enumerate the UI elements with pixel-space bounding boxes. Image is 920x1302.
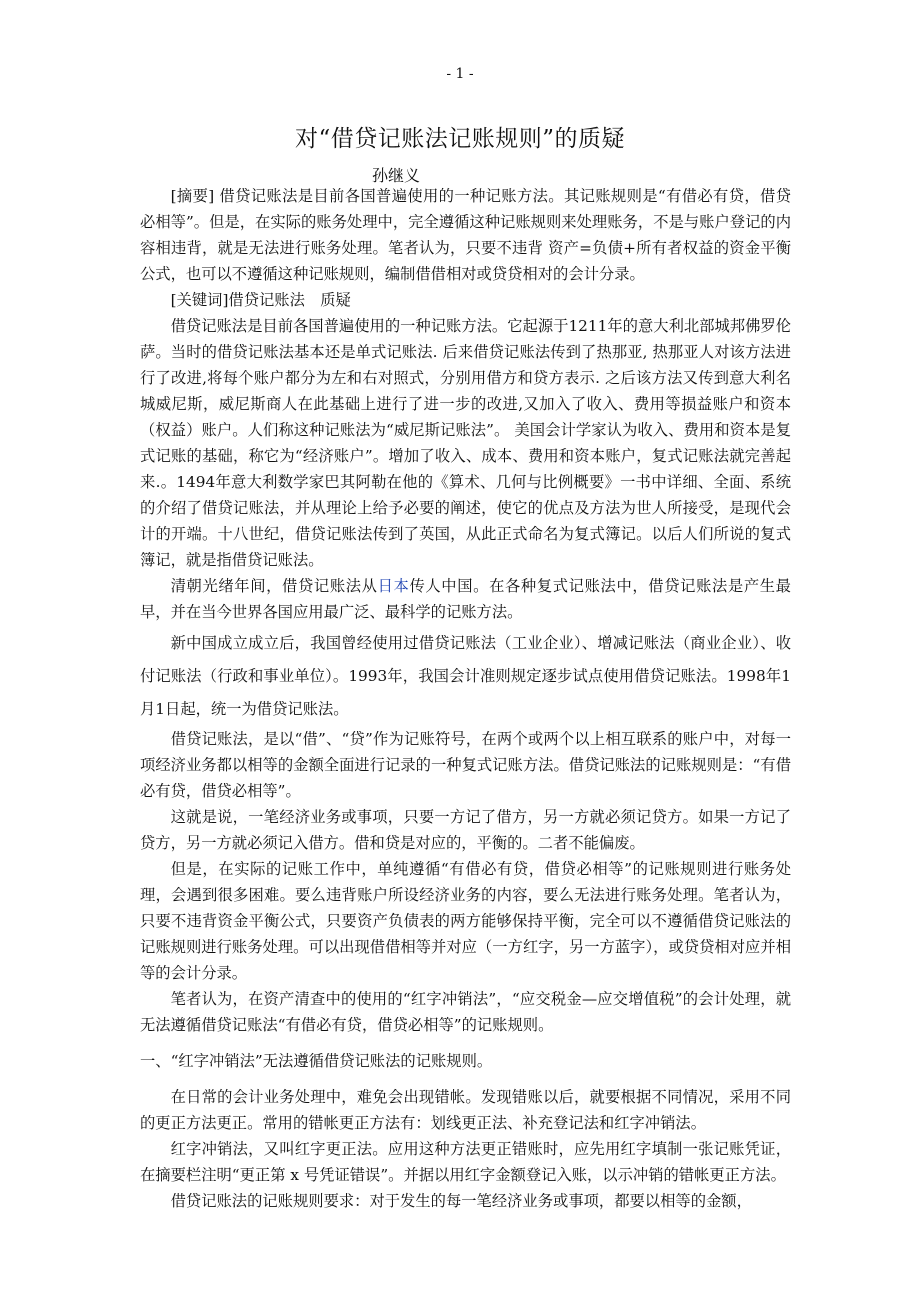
japan-link[interactable]: 日本 (377, 577, 410, 595)
paragraph-origin-history: 借贷记账法是目前各国普遍使用的一种记账方法。它起源于1211年的意大利北部城邦佛罗伦萨。当时的借贷记账法基本还是单式记账法. 后来借贷记账法传到了热那亚, 热那亚人对该方法进行了改进,将每个账户都分为左和右对照式，分别用借方和贷方表示. 之后该方法又传到意大利名城威尼斯，威尼斯商人在此基础上进行了进一步的改进,又加入了收入、费用等损益账户和资本（权益）账户。人们称这种记账法为“威尼斯记账法”。 美国会计学家认为收入、费用和资本是复式记账的基础，称它为“经济账户”。增加了收入、成本、费用和资本账户，复式记账法就完善起来.。1494年意大利数学家巴其阿勒在他的《算术、几何与比例概要》一书中详细、全面、系统的介绍了借贷记账法，并从理论上给予必要的阐述，使它的优点及方法为世人所接受，是现代会计的开端。十八世纪，借贷记账法传到了英国，从此正式命名为复式簿记。以后人们所说的复式簿记，就是指借贷记账法。 (140, 317, 791, 569)
paragraph-error-correction: 在日常的会计业务处理中，难免会出现错帐。发现错账以后，就要根据不同情况，采用不同的更正方法更正。常用的错帐更正方法有：划线更正法、补充登记法和红字冲销法。 (140, 1088, 791, 1132)
paragraph-rule-requirement: 借贷记账法的记账规则要求：对于发生的每一笔经济业务或事项，都要以相等的金额， (170, 1192, 752, 1210)
paragraph-red-reversal: 红字冲销法，又叫红字更正法。应用这种方法更正错账时，应先用红字填制一张记账凭证，在摘要栏注明“更正第 x 号凭证错误”。并据以用红字金额登记入账，以示冲销的错帐更正方法。 (140, 1140, 791, 1184)
paragraph-text: 清朝光绪年间，借贷记账法从 (170, 577, 378, 595)
paragraph-introduction-china (140, 573, 791, 625)
paragraph-definition: 借贷记账法，是以“借”、“贷”作为记账符号，在两个或两个以上相互联系的账户中，对每一项经济业务都以相等的金额全面进行记录的一种复式记账方法。借贷记账法的记账规则是：“有借必有贷，借贷必相等”。 (140, 730, 791, 800)
keywords-line: [关键词]借贷记账法 质疑 (170, 291, 351, 309)
paragraph-new-china: 新中国成立成立后，我国曾经使用过借贷记账法（工业企业）、增减记账法（商业企业）、收付记账法（行政和事业单位）。1993年，我国会计准则规定逐步试点使用借贷记账法。1998年1月1日起，统一为借贷记账法。 (140, 634, 791, 718)
document-title: 对“借贷记账法记账规则”的质疑 (294, 126, 626, 152)
section-heading-1: 一、“红字冲销法”无法遵循借贷记账法的记账规则。 (140, 1052, 493, 1070)
paragraph-examples: 笔者认为，在资产清查中的使用的“红字冲销法”，“应交税金—应交增值税”的会计处理，就无法遵循借贷记账法“有借必有贷，借贷必相等”的记账规则。 (140, 990, 791, 1034)
paragraph-text: 传人中国。在各种复式记账法中，借贷记账法是产生最早，并在当今世界各国应用最广泛、最科学的记账方法。 (140, 577, 791, 621)
author-name: 孙继义 (372, 166, 421, 185)
paragraph-author-view: 但是，在实际的记账工作中，单纯遵循“有借必有贷，借贷必相等”的记账规则进行账务处理，会遇到很多困难。要么违背账户所设经济业务的内容，要么无法进行账务处理。笔者认为，只要不违背资金平衡公式，只要资产负债表的两方能够保持平衡，完全可以不遵循借贷记账法的记账规则进行账务处理。可以出现借借相等并对应（一方红字，另一方蓝字），或贷贷相对应并相等的会计分录。 (140, 860, 791, 982)
paragraph-explanation: 这就是说，一笔经济业务或事项，只要一方记了借方，另一方就必须记贷方。如果一方记了贷方，另一方就必须记入借方。借和贷是对应的，平衡的。二者不能偏废。 (140, 808, 791, 852)
page-number: - 1 - (446, 66, 474, 82)
document-body (140, 183, 791, 1214)
abstract-paragraph: [摘要] 借贷记账法是目前各国普遍使用的一种记账方法。其记账规则是“有借必有贷，借贷必相等”。但是，在实际的账务处理中，完全遵循这种记账规则来处理账务，不是与账户登记的内容相违背，就是无法进行账务处理。笔者认为，只要不违背 资产=负债+所有者权益的资金平衡公式，也可以不遵循这种记账规则，编制借借相对或贷贷相对的会计分录。 (140, 187, 791, 283)
